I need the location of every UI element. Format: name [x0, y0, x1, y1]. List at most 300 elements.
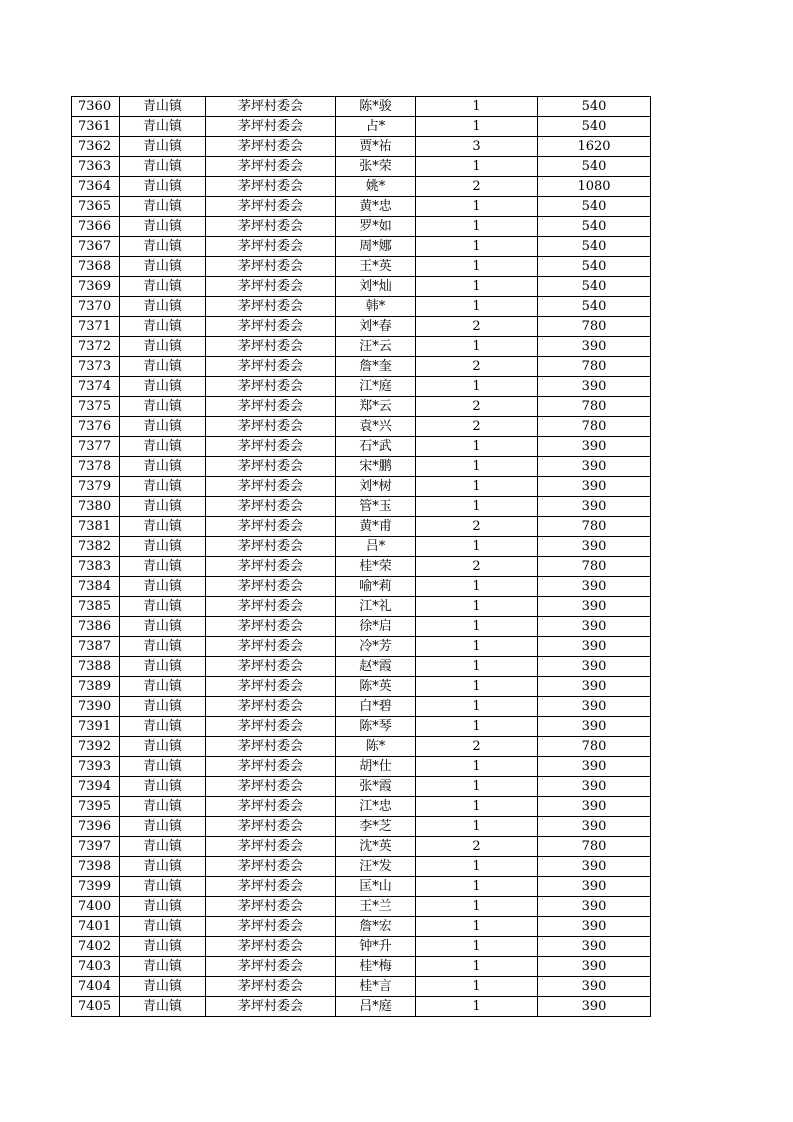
cell-count: 2	[416, 317, 538, 337]
cell-amount: 780	[538, 317, 651, 337]
table-row	[72, 517, 651, 537]
cell-amount: 540	[538, 277, 651, 297]
cell-count: 1	[416, 497, 538, 517]
cell-row-id: 7380	[72, 497, 120, 517]
cell-row-id: 7368	[72, 257, 120, 277]
cell-village-committee: 茅坪村委会	[206, 517, 336, 537]
cell-person-name: 桂*荣	[336, 557, 416, 577]
cell-village-committee: 茅坪村委会	[206, 397, 336, 417]
cell-town: 青山镇	[120, 957, 206, 977]
cell-village-committee: 茅坪村委会	[206, 837, 336, 857]
cell-row-id: 7405	[72, 997, 120, 1017]
cell-person-name: 周*娜	[336, 237, 416, 257]
table-row	[72, 497, 651, 517]
cell-person-name: 詹*奎	[336, 357, 416, 377]
cell-person-name: 郑*云	[336, 397, 416, 417]
cell-count: 1	[416, 237, 538, 257]
cell-row-id: 7372	[72, 337, 120, 357]
cell-town: 青山镇	[120, 917, 206, 937]
cell-amount: 390	[538, 337, 651, 357]
cell-village-committee: 茅坪村委会	[206, 177, 336, 197]
cell-town: 青山镇	[120, 357, 206, 377]
cell-village-committee: 茅坪村委会	[206, 797, 336, 817]
cell-count: 2	[416, 177, 538, 197]
cell-town: 青山镇	[120, 377, 206, 397]
data-table	[71, 96, 651, 1017]
table-row	[72, 777, 651, 797]
cell-person-name: 刘*春	[336, 317, 416, 337]
table-row	[72, 457, 651, 477]
cell-person-name: 江*庭	[336, 377, 416, 397]
cell-town: 青山镇	[120, 337, 206, 357]
cell-amount: 780	[538, 357, 651, 377]
cell-count: 1	[416, 257, 538, 277]
table-row	[72, 557, 651, 577]
cell-person-name: 吕*	[336, 537, 416, 557]
cell-row-id: 7383	[72, 557, 120, 577]
cell-count: 1	[416, 817, 538, 837]
cell-village-committee: 茅坪村委会	[206, 277, 336, 297]
cell-count: 1	[416, 617, 538, 637]
cell-count: 1	[416, 877, 538, 897]
cell-person-name: 陈*	[336, 737, 416, 757]
cell-amount: 390	[538, 717, 651, 737]
cell-count: 1	[416, 437, 538, 457]
table-row	[72, 217, 651, 237]
cell-village-committee: 茅坪村委会	[206, 557, 336, 577]
cell-village-committee: 茅坪村委会	[206, 857, 336, 877]
cell-amount: 540	[538, 157, 651, 177]
cell-amount: 390	[538, 617, 651, 637]
table-row	[72, 137, 651, 157]
cell-village-committee: 茅坪村委会	[206, 817, 336, 837]
cell-person-name: 汪*发	[336, 857, 416, 877]
cell-town: 青山镇	[120, 637, 206, 657]
cell-count: 2	[416, 357, 538, 377]
cell-village-committee: 茅坪村委会	[206, 937, 336, 957]
cell-amount: 540	[538, 117, 651, 137]
cell-count: 1	[416, 677, 538, 697]
cell-village-committee: 茅坪村委会	[206, 977, 336, 997]
table-row	[72, 257, 651, 277]
cell-count: 1	[416, 697, 538, 717]
cell-count: 1	[416, 777, 538, 797]
cell-count: 2	[416, 417, 538, 437]
cell-person-name: 黄*甫	[336, 517, 416, 537]
cell-row-id: 7389	[72, 677, 120, 697]
cell-row-id: 7362	[72, 137, 120, 157]
cell-person-name: 刘*灿	[336, 277, 416, 297]
cell-person-name: 陈*英	[336, 677, 416, 697]
cell-village-committee: 茅坪村委会	[206, 297, 336, 317]
table-row	[72, 797, 651, 817]
cell-row-id: 7364	[72, 177, 120, 197]
cell-town: 青山镇	[120, 537, 206, 557]
cell-village-committee: 茅坪村委会	[206, 757, 336, 777]
cell-row-id: 7375	[72, 397, 120, 417]
table-row	[72, 897, 651, 917]
cell-village-committee: 茅坪村委会	[206, 197, 336, 217]
cell-village-committee: 茅坪村委会	[206, 357, 336, 377]
cell-person-name: 黄*忠	[336, 197, 416, 217]
table-row	[72, 877, 651, 897]
cell-row-id: 7361	[72, 117, 120, 137]
cell-village-committee: 茅坪村委会	[206, 377, 336, 397]
cell-person-name: 江*忠	[336, 797, 416, 817]
cell-row-id: 7378	[72, 457, 120, 477]
cell-person-name: 宋*鹏	[336, 457, 416, 477]
cell-town: 青山镇	[120, 397, 206, 417]
cell-count: 2	[416, 397, 538, 417]
cell-amount: 390	[538, 497, 651, 517]
cell-count: 1	[416, 217, 538, 237]
cell-village-committee: 茅坪村委会	[206, 157, 336, 177]
cell-person-name: 石*武	[336, 437, 416, 457]
cell-amount: 390	[538, 577, 651, 597]
cell-row-id: 7387	[72, 637, 120, 657]
cell-amount: 540	[538, 197, 651, 217]
cell-row-id: 7386	[72, 617, 120, 637]
cell-amount: 390	[538, 477, 651, 497]
cell-row-id: 7367	[72, 237, 120, 257]
cell-person-name: 张*荣	[336, 157, 416, 177]
cell-village-committee: 茅坪村委会	[206, 237, 336, 257]
cell-row-id: 7400	[72, 897, 120, 917]
cell-row-id: 7382	[72, 537, 120, 557]
table-row	[72, 417, 651, 437]
cell-row-id: 7397	[72, 837, 120, 857]
cell-count: 1	[416, 477, 538, 497]
cell-town: 青山镇	[120, 937, 206, 957]
cell-village-committee: 茅坪村委会	[206, 917, 336, 937]
cell-row-id: 7385	[72, 597, 120, 617]
cell-town: 青山镇	[120, 997, 206, 1017]
cell-amount: 390	[538, 377, 651, 397]
table-row	[72, 737, 651, 757]
cell-count: 1	[416, 577, 538, 597]
cell-person-name: 詹*宏	[336, 917, 416, 937]
cell-count: 2	[416, 837, 538, 857]
cell-amount: 390	[538, 997, 651, 1017]
cell-count: 1	[416, 717, 538, 737]
cell-village-committee: 茅坪村委会	[206, 117, 336, 137]
cell-village-committee: 茅坪村委会	[206, 617, 336, 637]
cell-person-name: 韩*	[336, 297, 416, 317]
cell-count: 1	[416, 297, 538, 317]
cell-person-name: 贾*祐	[336, 137, 416, 157]
cell-village-committee: 茅坪村委会	[206, 257, 336, 277]
cell-count: 1	[416, 537, 538, 557]
cell-amount: 390	[538, 797, 651, 817]
cell-amount: 390	[538, 677, 651, 697]
cell-village-committee: 茅坪村委会	[206, 497, 336, 517]
cell-count: 1	[416, 997, 538, 1017]
cell-town: 青山镇	[120, 757, 206, 777]
table-row	[72, 977, 651, 997]
cell-town: 青山镇	[120, 697, 206, 717]
cell-row-id: 7396	[72, 817, 120, 837]
cell-count: 1	[416, 377, 538, 397]
cell-amount: 390	[538, 597, 651, 617]
cell-row-id: 7403	[72, 957, 120, 977]
cell-amount: 390	[538, 877, 651, 897]
cell-person-name: 白*碧	[336, 697, 416, 717]
cell-amount: 780	[538, 397, 651, 417]
cell-amount: 540	[538, 217, 651, 237]
cell-village-committee: 茅坪村委会	[206, 997, 336, 1017]
cell-person-name: 管*玉	[336, 497, 416, 517]
cell-amount: 540	[538, 97, 651, 117]
table-row	[72, 957, 651, 977]
cell-count: 1	[416, 637, 538, 657]
cell-amount: 780	[538, 417, 651, 437]
cell-village-committee: 茅坪村委会	[206, 437, 336, 457]
cell-person-name: 桂*梅	[336, 957, 416, 977]
cell-row-id: 7392	[72, 737, 120, 757]
cell-town: 青山镇	[120, 137, 206, 157]
cell-person-name: 陈*琴	[336, 717, 416, 737]
table-row	[72, 377, 651, 397]
cell-count: 1	[416, 917, 538, 937]
cell-town: 青山镇	[120, 597, 206, 617]
cell-town: 青山镇	[120, 977, 206, 997]
cell-row-id: 7390	[72, 697, 120, 717]
table-row	[72, 97, 651, 117]
cell-town: 青山镇	[120, 777, 206, 797]
cell-amount: 540	[538, 237, 651, 257]
cell-amount: 390	[538, 937, 651, 957]
cell-amount: 780	[538, 737, 651, 757]
cell-amount: 390	[538, 697, 651, 717]
cell-row-id: 7360	[72, 97, 120, 117]
cell-amount: 390	[538, 957, 651, 977]
cell-person-name: 王*兰	[336, 897, 416, 917]
table-row	[72, 157, 651, 177]
cell-row-id: 7388	[72, 657, 120, 677]
cell-amount: 390	[538, 917, 651, 937]
table-row	[72, 857, 651, 877]
cell-amount: 390	[538, 637, 651, 657]
cell-count: 1	[416, 977, 538, 997]
cell-person-name: 匡*山	[336, 877, 416, 897]
cell-village-committee: 茅坪村委会	[206, 657, 336, 677]
cell-amount: 780	[538, 517, 651, 537]
cell-count: 1	[416, 457, 538, 477]
cell-village-committee: 茅坪村委会	[206, 777, 336, 797]
cell-town: 青山镇	[120, 877, 206, 897]
cell-person-name: 姚*	[336, 177, 416, 197]
cell-person-name: 喻*莉	[336, 577, 416, 597]
table-row	[72, 757, 651, 777]
cell-village-committee: 茅坪村委会	[206, 477, 336, 497]
cell-row-id: 7363	[72, 157, 120, 177]
cell-row-id: 7402	[72, 937, 120, 957]
cell-count: 1	[416, 117, 538, 137]
cell-row-id: 7369	[72, 277, 120, 297]
cell-town: 青山镇	[120, 477, 206, 497]
table-row	[72, 537, 651, 557]
table-row	[72, 637, 651, 657]
cell-count: 1	[416, 897, 538, 917]
cell-row-id: 7374	[72, 377, 120, 397]
cell-person-name: 汪*云	[336, 337, 416, 357]
cell-person-name: 胡*仕	[336, 757, 416, 777]
table-row	[72, 597, 651, 617]
cell-row-id: 7398	[72, 857, 120, 877]
cell-person-name: 张*霞	[336, 777, 416, 797]
table-row	[72, 697, 651, 717]
cell-village-committee: 茅坪村委会	[206, 717, 336, 737]
table-row	[72, 817, 651, 837]
cell-town: 青山镇	[120, 717, 206, 737]
table-row	[72, 177, 651, 197]
cell-village-committee: 茅坪村委会	[206, 317, 336, 337]
cell-town: 青山镇	[120, 797, 206, 817]
cell-town: 青山镇	[120, 837, 206, 857]
cell-village-committee: 茅坪村委会	[206, 957, 336, 977]
cell-village-committee: 茅坪村委会	[206, 877, 336, 897]
table-row	[72, 837, 651, 857]
cell-town: 青山镇	[120, 117, 206, 137]
cell-town: 青山镇	[120, 897, 206, 917]
table-row	[72, 357, 651, 377]
cell-count: 1	[416, 757, 538, 777]
cell-person-name: 徐*启	[336, 617, 416, 637]
cell-count: 1	[416, 197, 538, 217]
cell-count: 1	[416, 657, 538, 677]
cell-row-id: 7399	[72, 877, 120, 897]
cell-town: 青山镇	[120, 317, 206, 337]
table-row	[72, 617, 651, 637]
cell-person-name: 钟*升	[336, 937, 416, 957]
cell-village-committee: 茅坪村委会	[206, 457, 336, 477]
cell-town: 青山镇	[120, 497, 206, 517]
table-row	[72, 657, 651, 677]
cell-town: 青山镇	[120, 517, 206, 537]
cell-row-id: 7370	[72, 297, 120, 317]
cell-amount: 390	[538, 777, 651, 797]
table-row	[72, 937, 651, 957]
cell-village-committee: 茅坪村委会	[206, 637, 336, 657]
cell-row-id: 7394	[72, 777, 120, 797]
cell-town: 青山镇	[120, 257, 206, 277]
cell-person-name: 陈*骏	[336, 97, 416, 117]
cell-amount: 540	[538, 257, 651, 277]
cell-town: 青山镇	[120, 577, 206, 597]
cell-town: 青山镇	[120, 217, 206, 237]
table-row	[72, 477, 651, 497]
cell-village-committee: 茅坪村委会	[206, 537, 336, 557]
table-row	[72, 277, 651, 297]
cell-town: 青山镇	[120, 417, 206, 437]
table-row	[72, 297, 651, 317]
cell-town: 青山镇	[120, 157, 206, 177]
cell-amount: 390	[538, 657, 651, 677]
cell-row-id: 7404	[72, 977, 120, 997]
cell-row-id: 7381	[72, 517, 120, 537]
cell-town: 青山镇	[120, 277, 206, 297]
cell-person-name: 王*英	[336, 257, 416, 277]
cell-row-id: 7365	[72, 197, 120, 217]
cell-village-committee: 茅坪村委会	[206, 697, 336, 717]
cell-count: 1	[416, 797, 538, 817]
cell-count: 1	[416, 597, 538, 617]
table-row	[72, 717, 651, 737]
cell-person-name: 冷*芳	[336, 637, 416, 657]
cell-amount: 540	[538, 297, 651, 317]
cell-row-id: 7376	[72, 417, 120, 437]
cell-amount: 390	[538, 537, 651, 557]
cell-person-name: 罗*如	[336, 217, 416, 237]
table-row	[72, 237, 651, 257]
cell-village-committee: 茅坪村委会	[206, 137, 336, 157]
cell-row-id: 7373	[72, 357, 120, 377]
cell-amount: 1080	[538, 177, 651, 197]
cell-row-id: 7391	[72, 717, 120, 737]
cell-count: 1	[416, 277, 538, 297]
table-row	[72, 197, 651, 217]
cell-town: 青山镇	[120, 657, 206, 677]
cell-row-id: 7366	[72, 217, 120, 237]
cell-person-name: 李*芝	[336, 817, 416, 837]
cell-row-id: 7395	[72, 797, 120, 817]
table-row	[72, 437, 651, 457]
cell-amount: 390	[538, 857, 651, 877]
cell-amount: 1620	[538, 137, 651, 157]
cell-person-name: 刘*树	[336, 477, 416, 497]
cell-amount: 390	[538, 977, 651, 997]
cell-person-name: 江*礼	[336, 597, 416, 617]
cell-amount: 390	[538, 817, 651, 837]
cell-amount: 390	[538, 457, 651, 477]
cell-town: 青山镇	[120, 97, 206, 117]
cell-town: 青山镇	[120, 457, 206, 477]
cell-town: 青山镇	[120, 817, 206, 837]
cell-count: 1	[416, 857, 538, 877]
cell-person-name: 赵*霞	[336, 657, 416, 677]
table-row	[72, 577, 651, 597]
cell-town: 青山镇	[120, 557, 206, 577]
cell-amount: 390	[538, 437, 651, 457]
cell-count: 1	[416, 957, 538, 977]
cell-amount: 780	[538, 837, 651, 857]
table-row	[72, 997, 651, 1017]
cell-row-id: 7371	[72, 317, 120, 337]
cell-village-committee: 茅坪村委会	[206, 737, 336, 757]
cell-count: 3	[416, 137, 538, 157]
table-row	[72, 397, 651, 417]
table-body	[72, 97, 651, 1017]
cell-count: 2	[416, 737, 538, 757]
cell-row-id: 7377	[72, 437, 120, 457]
cell-amount: 390	[538, 897, 651, 917]
cell-town: 青山镇	[120, 177, 206, 197]
table-row	[72, 337, 651, 357]
cell-town: 青山镇	[120, 617, 206, 637]
cell-village-committee: 茅坪村委会	[206, 597, 336, 617]
cell-village-committee: 茅坪村委会	[206, 417, 336, 437]
cell-town: 青山镇	[120, 197, 206, 217]
table-row	[72, 117, 651, 137]
cell-person-name: 沈*英	[336, 837, 416, 857]
cell-village-committee: 茅坪村委会	[206, 217, 336, 237]
cell-person-name: 占*	[336, 117, 416, 137]
cell-village-committee: 茅坪村委会	[206, 97, 336, 117]
cell-person-name: 吕*庭	[336, 997, 416, 1017]
cell-count: 1	[416, 937, 538, 957]
cell-count: 1	[416, 97, 538, 117]
cell-village-committee: 茅坪村委会	[206, 677, 336, 697]
